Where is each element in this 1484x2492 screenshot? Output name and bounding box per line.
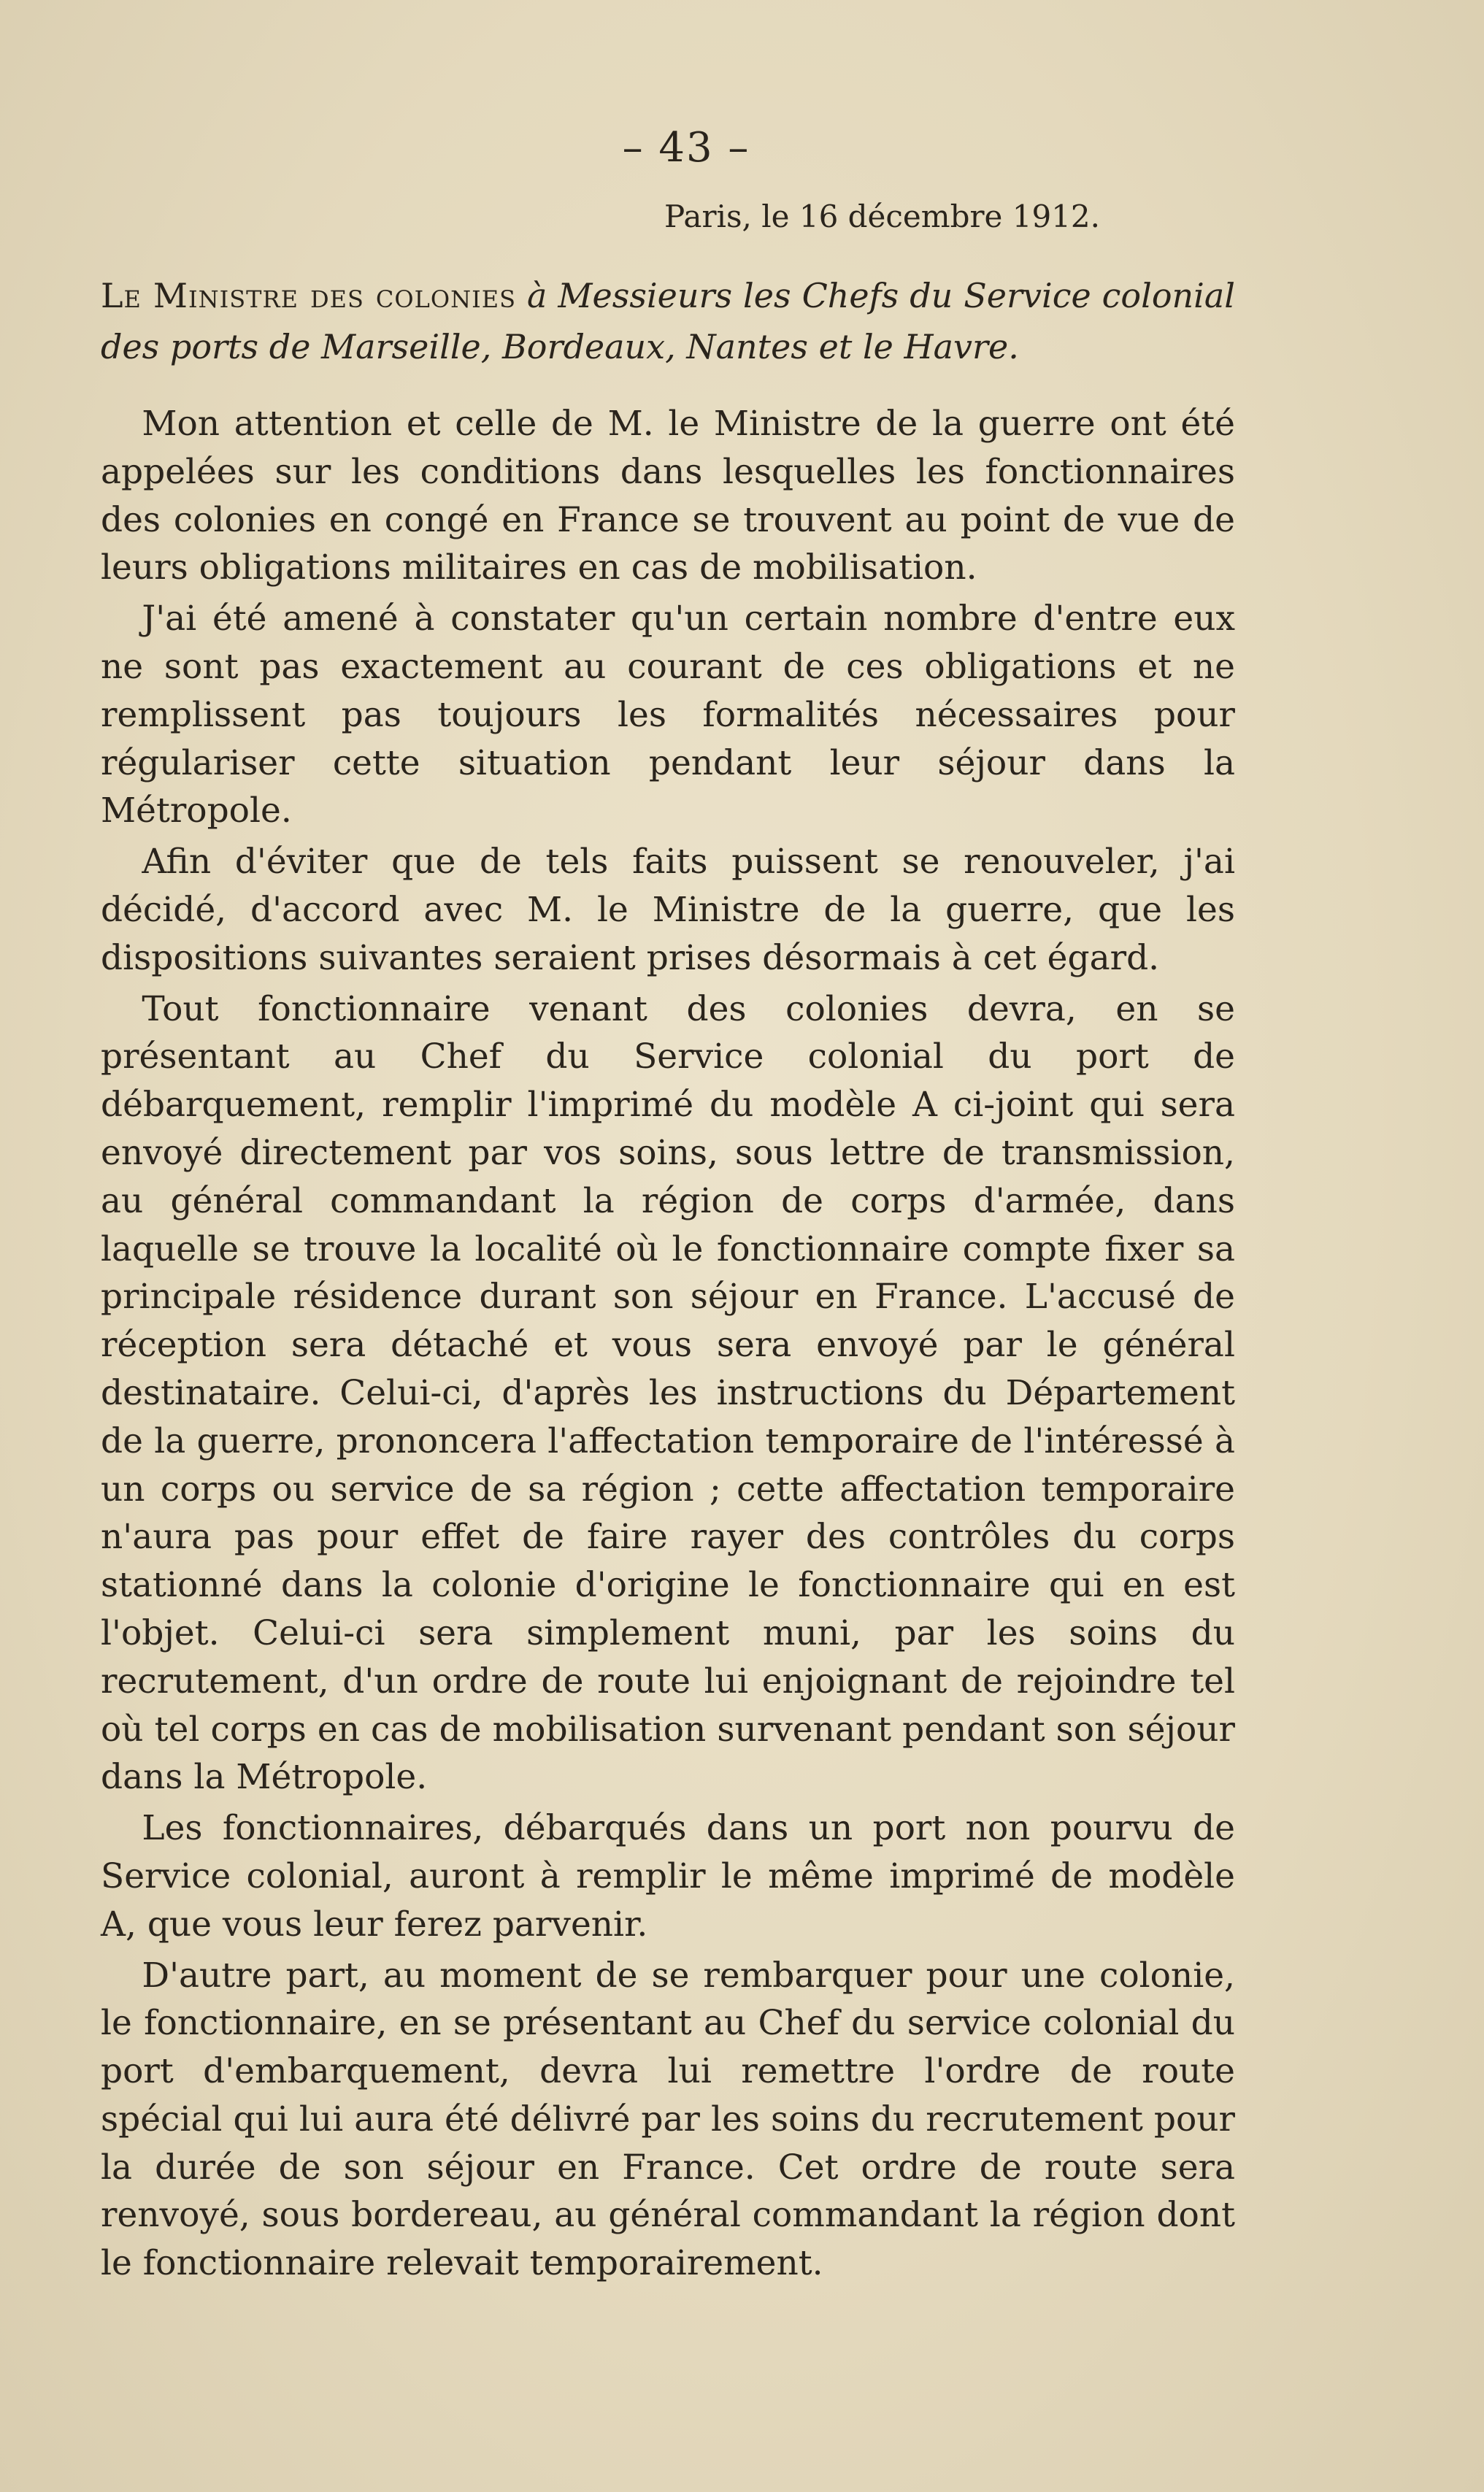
letter-heading	[101, 270, 1235, 372]
paragraph-3: Afin d'éviter que de tels faits puissent se renouveler, j'ai décidé, d'accord avec M. le Ministre de la guerre, que les dispositions suivantes seraient prises désormais à cet égard.	[101, 842, 1235, 978]
heading-sender: Le Ministre des colonies	[101, 276, 516, 315]
paragraph-2: J'ai été amené à constater qu'un certain nombre d'entre eux ne sont pas exactement au courant de ces obligations et ne remplissent pas toujours les formalités nécessaires pour régulariser cette situation pendant leur séjour dans la Métropole.	[101, 599, 1235, 831]
paragraph-4: Tout fonctionnaire venant des colonies devra, en se présentant au Chef du Service colonial du port de débarquement, remplir l'imprimé du modèle A ci-joint qui sera envoyé directement par vos soins, sous lettre de transmission, au général commandant la région de corps d'armée, dans laquelle se trouve la localité où le fonctionnaire compte fixer sa principale résidence durant son séjour en France. L'accusé de réception sera détaché et vous sera envoyé par le général destinataire. Celui-ci, d'après les instructions du Département de la guerre, prononcera l'affectation temporaire de l'intéressé à un corps ou service de sa région ; cette affectation temporaire n'aura pas pour effet de faire rayer des contrôles du corps stationné dans la colonie d'origine le fonctionnaire qui en est l'objet. Celui-ci sera simplement muni, par les soins du recrutement, d'un ordre de route lui enjoignant de rejoindre tel où tel corps en cas de mobilisation survenant pendant son séjour dans la Métropole.	[101, 988, 1235, 1798]
paragraph-6: D'autre part, au moment de se rembarquer pour une colonie, le fonctionnaire, en se présentant au Chef du service colonial du port d'embarquement, devra lui remettre l'ordre de route spécial qui lui aura été délivré par les soins du recrutement pour la durée de son séjour en France. Cet ordre de route sera renvoyé, sous bordereau, au général commandant la région dont le fonctionnaire relevait temporairement.	[101, 1955, 1235, 2284]
letter-body	[101, 400, 1235, 2288]
heading-connector: à	[516, 276, 558, 315]
heading-recipients: Messieurs les Chefs du Service colonial des ports de Marseille, Bordeaux, Nantes et le Havre.	[101, 276, 1236, 366]
dateline: Paris, le 16 décembre 1912.	[664, 199, 1100, 234]
paragraph-1: Mon attention et celle de M. le Ministre de la guerre ont été appelées sur les conditions dans lesquelles les fonctionnaires des colonies en congé en France se trouvent au point de vue de leurs obligations militaires en cas de mobilisation.	[101, 404, 1235, 588]
paragraph-5: Les fonctionnaires, débarqués dans un port non pourvu de Service colonial, auront à remplir le même imprimé de modèle A, que vous leur ferez parvenir.	[101, 1808, 1235, 1945]
page-number: – 43 –	[622, 124, 750, 172]
